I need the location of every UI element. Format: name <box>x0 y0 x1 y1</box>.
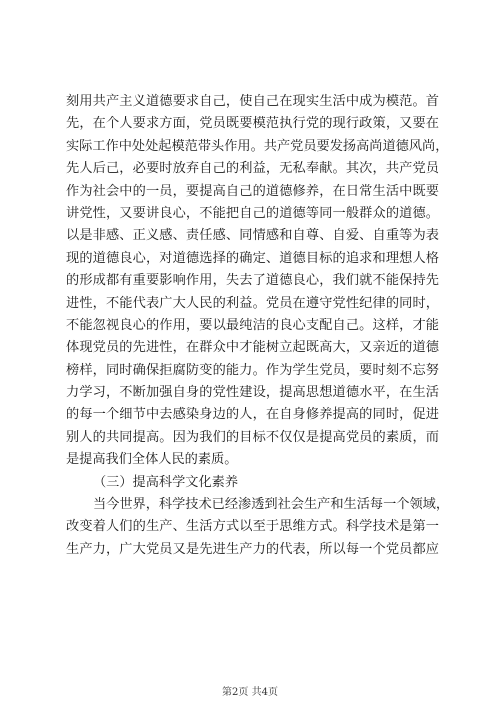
paragraph-line: 的形成都有重要影响作用，失去了道德良心，我们就不能保持先 <box>66 273 439 289</box>
body-text <box>66 91 450 561</box>
paragraph-line: 进性，不能代表广大人民的利益。党员在遵守党性纪律的同时， <box>66 295 439 311</box>
paragraph-line: 以是非感、正义感、责任感、同情感和自尊、自爱、自重等为表 <box>66 228 439 244</box>
paragraph-line: 不能忽视良心的作用，要以最纯洁的良心支配自己。这样，才能 <box>66 317 439 333</box>
paragraph-line: 作为社会中的一员，要提高自己的道德修养，在日常生活中既要 <box>66 183 439 199</box>
page-footer: 第2页 共4页 <box>222 687 278 698</box>
paragraph-line: 讲党性，又要讲良心，不能把自己的道德等同一般群众的道德。 <box>66 205 439 221</box>
paragraph-line: 榜样，同时确保拒腐防变的能力。作为学生党员，要时刻不忘努 <box>66 362 439 378</box>
paragraph-line: 先，在个人要求方面，党员既要模范执行党的现行政策，又要在 <box>66 116 439 132</box>
paragraph-line: 别人的共同提高。因为我们的目标不仅仅是提高党员的素质，而 <box>66 429 439 445</box>
paragraph-line: 刻用共产主义道德要求自己，使自己在现实生活中成为模范。首 <box>66 94 439 109</box>
paragraph-line: 是提高我们全体人民的素质。 <box>66 452 238 468</box>
paragraph-line: 力学习，不断加强自身的党性建设，提高思想道德水平，在生活 <box>66 385 439 401</box>
paragraph-line: 体现党员的先进性，在群众中才能树立起既高大，又亲近的道德 <box>66 340 439 356</box>
paragraph-line: 现的道德良心，对道德选择的确定、道德目标的追求和理想人格 <box>66 250 439 266</box>
paragraph-line: 改变着人们的生产、生活方式以至于思维方式。科学技术是第一 <box>66 519 439 535</box>
paragraph-line: 当今世界，科学技术已经渗透到社会生产和生活每一个领域， <box>93 497 450 513</box>
paragraph-line: 实际工作中处处起模范带头作用。共产党员要发扬高尚道德风尚， <box>66 138 449 154</box>
section-heading: （三）提高科学文化素养 <box>93 474 239 490</box>
paragraph-line: 的每一个细节中去感染身边的人，在自身修养提高的同时，促进 <box>66 407 439 423</box>
paragraph-line: 生产力，广大党员又是先进生产力的代表，所以每一个党员都应 <box>66 541 439 557</box>
paragraph-line: 先人后己，必要时放弃自己的利益，无私奉献。其次，共产党员 <box>66 161 439 177</box>
